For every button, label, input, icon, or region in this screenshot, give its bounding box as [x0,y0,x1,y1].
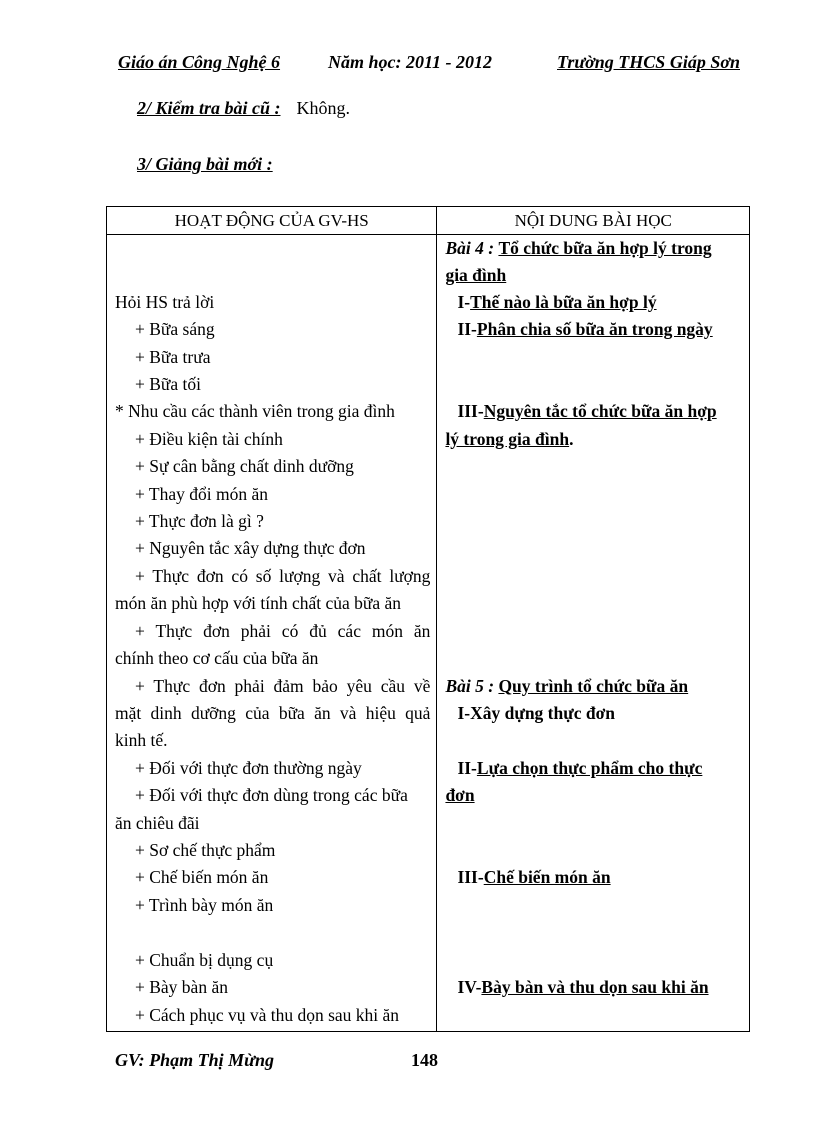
activity-line: + Bữa sáng [135,319,215,339]
activity-line: + Sự cân bằng chất dinh dưỡng [135,456,354,476]
activity-line: + Bày bàn ăn [135,977,228,997]
header-subject: Giáo án Công Nghệ 6 [118,52,281,72]
lesson5-title-line: Bài 5 : Quy trình tổ chức bữa ăn [445,676,689,696]
activity-line: + Thực đơn là gì ? [135,511,264,531]
review-section [137,98,350,119]
lesson4-title-line-2: gia đình [445,265,507,285]
activity-line: + Trình bày món ăn [135,895,274,915]
activities-cell [107,235,437,1032]
lesson5-item-i: I-Xây dựng thực đơn [457,703,616,723]
content-cell [437,235,750,1032]
activity-line: + Nguyên tắc xây dựng thực đơn [135,538,366,558]
activity-line: Hỏi HS trả lời [115,292,215,312]
activity-line: + Chế biến món ăn [135,867,269,887]
activities-column-header: HOẠT ĐỘNG CỦA GV-HS [107,207,437,235]
lesson4-title-line: Bài 4 : Tổ chức bữa ăn hợp lý trong [445,238,712,258]
page-header [110,52,740,78]
activity-line: kinh tế. [115,730,168,750]
activity-line: * Nhu cầu các thành viên trong gia đình [115,401,395,421]
page-number: 148 [411,1050,438,1070]
activity-line: mặt dinh dưỡng của bữa ăn và hiệu quả [115,703,431,723]
activity-line: + Sơ chế thực phẩm [135,840,276,860]
activity-line: + Điều kiện tài chính [135,429,283,449]
activity-line: + Thực đơn có số lượng và chất lượng [135,566,431,586]
lesson4-item-iii: III-Nguyên tắc tổ chức bữa ăn hợp [457,401,717,421]
lesson4-item-i: I-Thế nào là bữa ăn hợp lý [457,292,657,312]
lesson5-item-iii: III-Chế biến món ăn [457,867,611,887]
activity-line: + Cách phục vụ và thu dọn sau khi ăn [135,1005,400,1025]
activity-line: + Thay đổi món ăn [135,484,269,504]
activity-line: + Chuẩn bị dụng cụ [135,950,274,970]
activity-line: + Bữa trưa [135,347,211,367]
header-school-year: Năm học: 2011 - 2012 [328,52,492,72]
review-value: Không. [296,98,350,118]
activity-line: + Bữa tối [135,374,202,394]
activity-line: món ăn phù hợp với tính chất của bữa ăn [115,593,402,613]
page-footer [115,1050,735,1076]
lesson5-item-ii-cont: đơn [445,785,475,805]
content-column-header: NỘI DUNG BÀI HỌC [437,207,750,235]
lesson5-item-iv: IV-Bày bàn và thu dọn sau khi ăn [457,977,709,997]
review-label: 2/ Kiểm tra bài cũ : [137,98,281,118]
activity-line: chính theo cơ cấu của bữa ăn [115,648,319,668]
table-body-row [107,235,750,1032]
activity-line: + Đối với thực đơn dùng trong các bữa [135,785,408,805]
lesson4-item-iii-cont: lý trong gia đình. [445,429,574,449]
activity-line: + Thực đơn phải có đủ các món ăn [135,621,431,641]
header-school-name: Trường THCS Giáp Sơn [557,52,740,72]
footer-teacher: GV: Phạm Thị Mừng [115,1050,274,1070]
activity-line: ăn chiêu đãi [115,813,200,833]
lesson5-item-ii: II-Lựa chọn thực phẩm cho thực [457,758,703,778]
lesson4-item-ii: II-Phân chia số bữa ăn trong ngày [457,319,713,339]
activity-line: + Đối với thực đơn thường ngày [135,758,362,778]
activity-line: + Thực đơn phải đảm bảo yêu cầu về [135,676,431,696]
table-header-row [107,207,750,235]
lesson-table [106,206,750,1032]
new-lesson-label: 3/ Giảng bài mới : [137,154,273,174]
new-lesson-section [137,154,273,175]
